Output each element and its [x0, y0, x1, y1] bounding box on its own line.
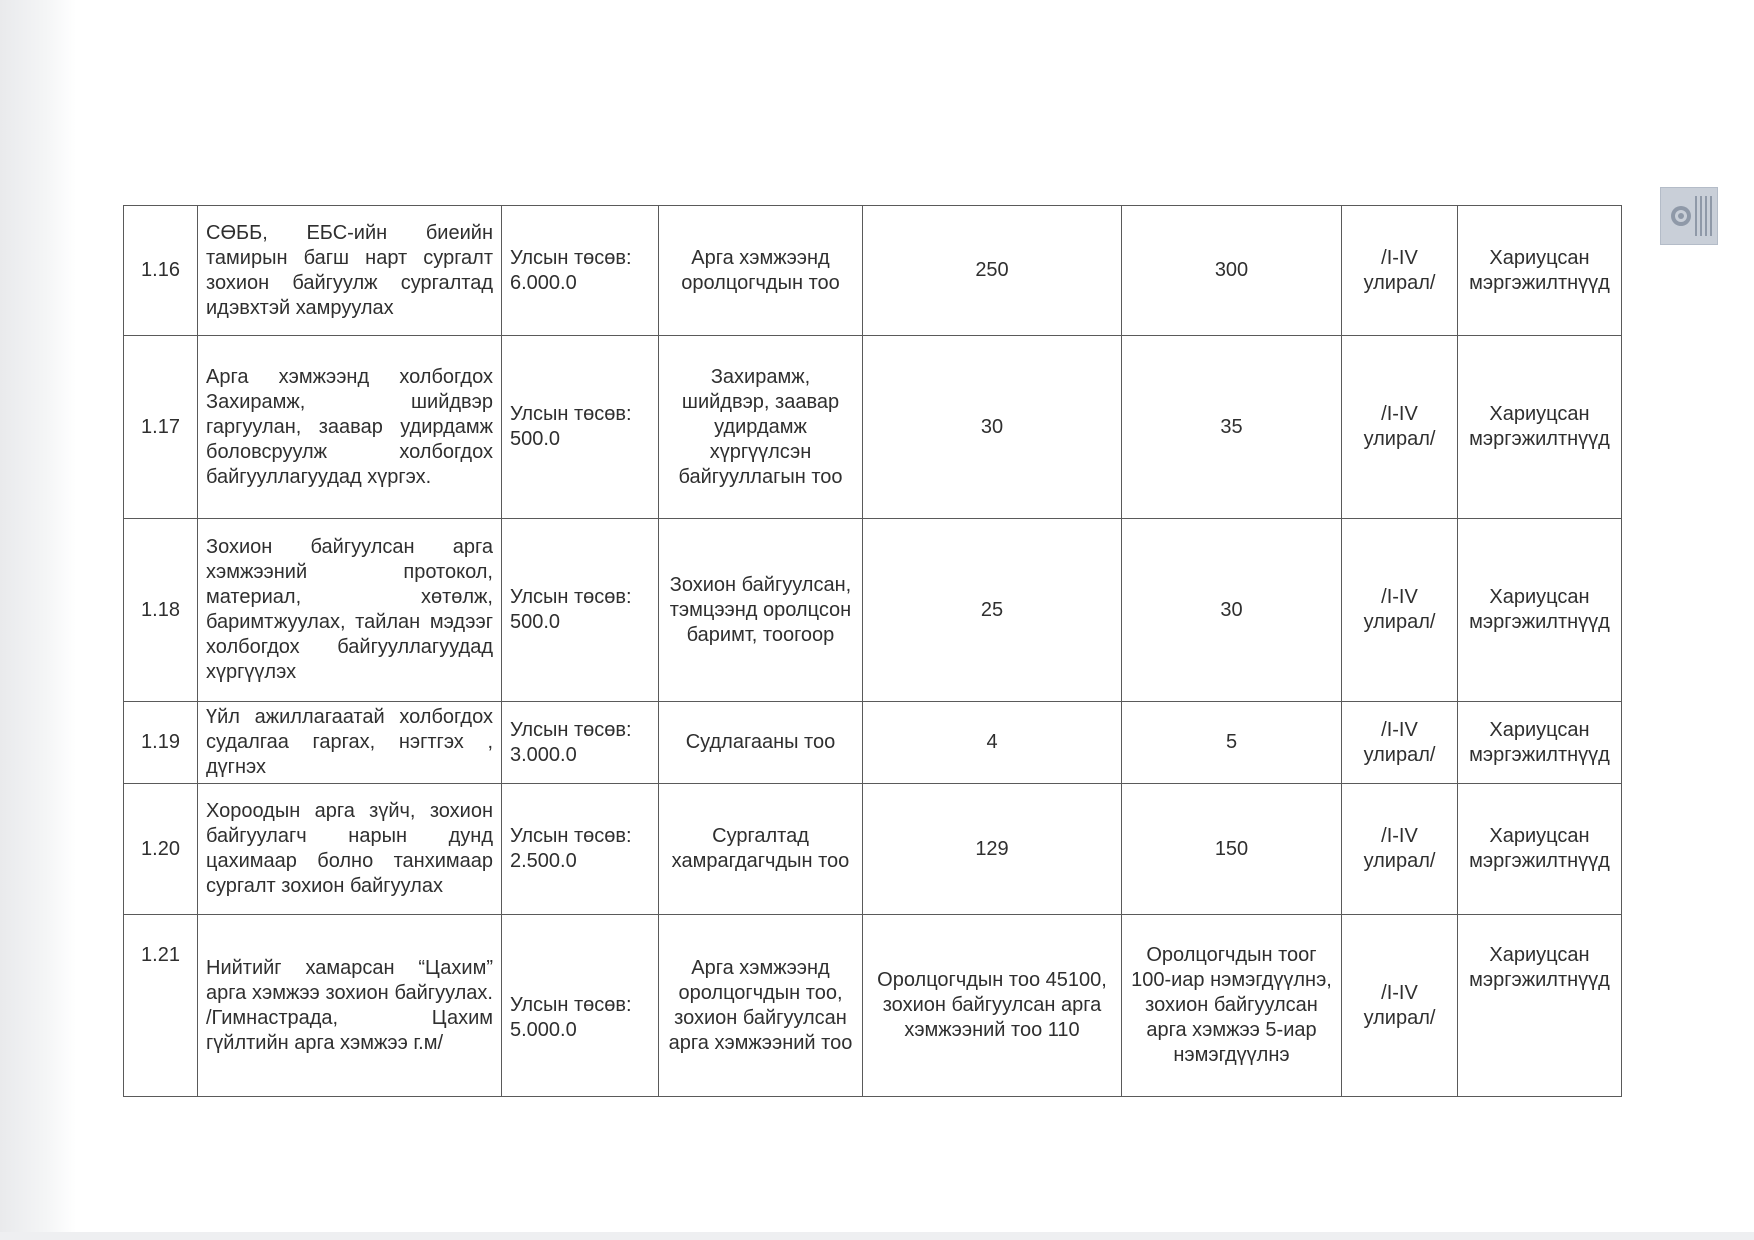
target-cell: Оролцогчдын тоог 100-иар нэмэгдүүлнэ, зохион байгуулсан арга хэмжээ 5-иар нэмэгдүүлнэ	[1122, 915, 1342, 1097]
baseline-cell: 250	[863, 206, 1122, 336]
budget-value: 3.000.0	[510, 743, 577, 766]
period-cell: /I-IV улирал/	[1342, 915, 1458, 1097]
activity-description: СӨББ, ЕБС-ийн биеийн тамирын багш нарт сургалт зохион байгуулж сургалтад идэвхтэй хамруулах	[198, 206, 502, 336]
baseline-cell: 4	[863, 702, 1122, 784]
baseline-cell: 30	[863, 336, 1122, 519]
activity-description: Зохион байгуулсан арга хэмжээний протокол, материал, хөтөлж, баримтжуулах, тайлан мэдээг холбогдох байгууллагуудад хүргүүлэх	[198, 519, 502, 702]
target-cell: 30	[1122, 519, 1342, 702]
budget-value: 2.500.0	[510, 850, 577, 872]
indicator-cell: Сургалтад хамрагдагчдын тоо	[659, 784, 863, 915]
period-cell: /I-IV улирал/	[1342, 336, 1458, 519]
scan-shadow-left	[0, 0, 76, 1240]
responsible-cell: Хариуцсан мэргэжилтнүүд	[1458, 702, 1622, 784]
row-number: 1.16	[124, 206, 198, 336]
responsible-cell: Хариуцсан мэргэжилтнүүд	[1458, 336, 1622, 519]
target-cell: 300	[1122, 206, 1342, 336]
baseline-cell: 25	[863, 519, 1122, 702]
responsible-cell: Хариуцсан мэргэжилтнүүд	[1458, 784, 1622, 915]
table-row	[124, 915, 1622, 1097]
budget-value: 5.000.0	[510, 1019, 577, 1041]
responsible-cell: Хариуцсан мэргэжилтнүүд	[1458, 206, 1622, 336]
activity-description: Үйл ажиллагаатай холбогдох судалгаа гаргах, нэгтгэх , дүгнэх	[198, 702, 502, 784]
budget-label: Улсын төсөв:	[510, 718, 632, 741]
budget-label: Улсын төсөв:	[510, 586, 632, 608]
table-row	[124, 784, 1622, 915]
indicator-cell: Зохион байгуулсан, тэмцээнд оролцсон баримт, тоогоор	[659, 519, 863, 702]
budget-cell	[502, 702, 659, 784]
state-emblem-stamp	[1660, 187, 1718, 245]
target-cell: 5	[1122, 702, 1342, 784]
activity-plan-table	[123, 205, 1622, 1097]
period-cell: /I-IV улирал/	[1342, 784, 1458, 915]
scan-shadow-bottom	[0, 1232, 1754, 1240]
baseline-cell: Оролцогчдын тоо 45100, зохион байгуулсан арга хэмжээний тоо 110	[863, 915, 1122, 1097]
row-number: 1.21	[124, 915, 198, 1097]
budget-cell	[502, 206, 659, 336]
budget-cell	[502, 784, 659, 915]
period-cell: /I-IV улирал/	[1342, 519, 1458, 702]
activity-description: Нийтийг хамарсан “Цахим” арга хэмжээ зохион байгуулах. /Гимнастрада, Цахим гүйлтийн арга хэмжээ г.м/	[198, 915, 502, 1097]
budget-label: Улсын төсөв:	[510, 825, 632, 847]
row-number: 1.20	[124, 784, 198, 915]
indicator-cell: Захирамж, шийдвэр, заавар удирдамж хүргүүлсэн байгууллагын тоо	[659, 336, 863, 519]
activity-description: Арга хэмжээнд холбогдох Захирамж, шийдвэр гаргуулан, заавар удирдамж боловсруулж холбогдох байгууллагуудад хүргэх.	[198, 336, 502, 519]
row-number: 1.17	[124, 336, 198, 519]
target-cell: 150	[1122, 784, 1342, 915]
responsible-cell: Хариуцсан мэргэжилтнүүд	[1458, 915, 1622, 1097]
table-row	[124, 519, 1622, 702]
budget-cell	[502, 915, 659, 1097]
period-cell: /I-IV улирал/	[1342, 702, 1458, 784]
row-number: 1.18	[124, 519, 198, 702]
indicator-cell: Арга хэмжээнд оролцогчдын тоо	[659, 206, 863, 336]
table-row	[124, 336, 1622, 519]
budget-label: Улсын төсөв:	[510, 994, 632, 1016]
period-cell: /I-IV улирал/	[1342, 206, 1458, 336]
budget-label: Улсын төсөв:	[510, 403, 632, 425]
indicator-cell: Судлагааны тоо	[659, 702, 863, 784]
budget-cell	[502, 519, 659, 702]
target-cell: 35	[1122, 336, 1342, 519]
table-row	[124, 702, 1622, 784]
budget-label: Улсын төсөв:	[510, 246, 632, 269]
activity-description: Хороодын арга зүйч, зохион байгуулагч нарын дунд цахимаар болно танхимаар сургалт зохион байгуулах	[198, 784, 502, 915]
budget-value: 6.000.0	[510, 271, 577, 294]
indicator-cell: Арга хэмжээнд оролцогчдын тоо, зохион байгуулсан арга хэмжээний тоо	[659, 915, 863, 1097]
budget-value: 500.0	[510, 428, 561, 450]
row-number: 1.19	[124, 702, 198, 784]
responsible-cell: Хариуцсан мэргэжилтнүүд	[1458, 519, 1622, 702]
budget-cell	[502, 336, 659, 519]
baseline-cell: 129	[863, 784, 1122, 915]
table-row	[124, 206, 1622, 336]
emblem-icon	[1661, 188, 1717, 244]
budget-value: 500.0	[510, 611, 561, 633]
